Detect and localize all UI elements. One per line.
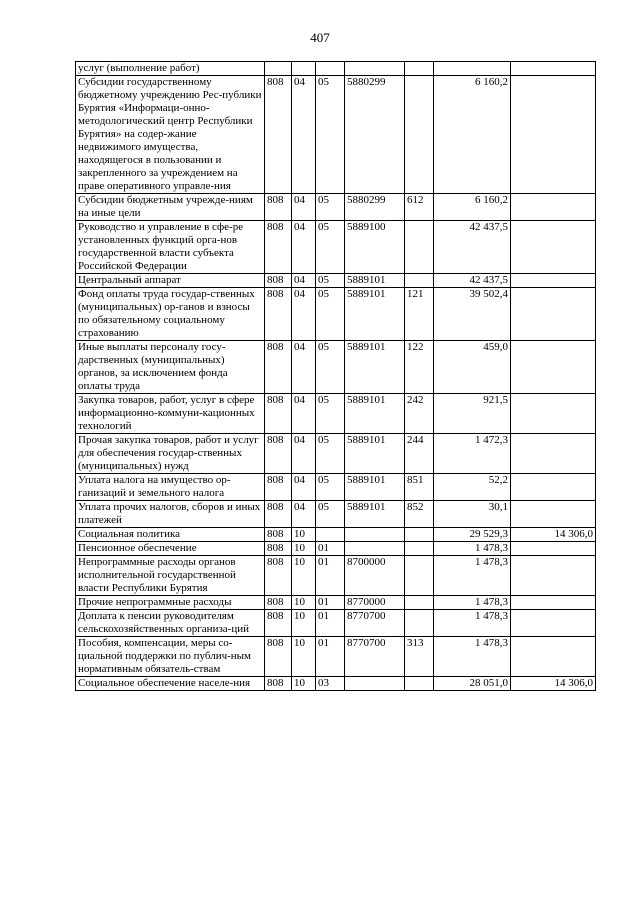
podrazdel-cell: 05 [316,434,345,474]
table-row [76,62,596,76]
razdel-cell: 10 [292,528,316,542]
ved-cell: 808 [265,76,292,194]
table-row [76,394,596,434]
vr-cell: 122 [405,341,434,394]
csr-cell: 5889100 [345,221,405,274]
sum2-cell [511,556,596,596]
sum2-cell: 14 306,0 [511,528,596,542]
ved-cell: 808 [265,221,292,274]
razdel-cell: 04 [292,394,316,434]
sum2-cell [511,596,596,610]
ved-cell: 808 [265,501,292,528]
csr-cell: 5889101 [345,474,405,501]
vr-cell [405,542,434,556]
vr-cell [405,528,434,542]
row-name-cell: Доплата к пенсии руководителям сельскохозяйственных организа-ций [76,610,265,637]
row-name-cell: Центральный аппарат [76,274,265,288]
budget-table [75,61,596,691]
vr-cell [405,610,434,637]
sum-cell: 6 160,2 [434,194,511,221]
row-name-cell: Фонд оплаты труда государ-ственных (муниципальных) ор-ганов и взносы по обязательному социальному страхованию [76,288,265,341]
table-row [76,501,596,528]
podrazdel-cell: 05 [316,76,345,194]
table-row [76,341,596,394]
sum2-cell: 14 306,0 [511,677,596,691]
razdel-cell: 10 [292,596,316,610]
vr-cell [405,62,434,76]
podrazdel-cell: 05 [316,221,345,274]
ved-cell: 808 [265,542,292,556]
sum2-cell [511,394,596,434]
vr-cell: 121 [405,288,434,341]
sum-cell: 52,2 [434,474,511,501]
vr-cell: 242 [405,394,434,434]
table-row [76,194,596,221]
sum2-cell [511,288,596,341]
podrazdel-cell: 05 [316,274,345,288]
row-name-cell: Пособия, компенсации, меры со-циальной поддержки по публич-ным нормативным обязатель-ствам [76,637,265,677]
razdel-cell [292,62,316,76]
table-row [76,76,596,194]
ved-cell: 808 [265,556,292,596]
podrazdel-cell [316,62,345,76]
podrazdel-cell: 01 [316,637,345,677]
sum-cell: 1 478,3 [434,556,511,596]
sum2-cell [511,637,596,677]
sum2-cell [511,474,596,501]
sum-cell: 1 478,3 [434,610,511,637]
row-name-cell: Прочие непрограммные расходы [76,596,265,610]
csr-cell: 5880299 [345,76,405,194]
sum-cell: 1 478,3 [434,596,511,610]
vr-cell [405,221,434,274]
sum-cell: 29 529,3 [434,528,511,542]
ved-cell: 808 [265,194,292,221]
row-name-cell: Закупка товаров, работ, услуг в сфере информационно-коммуни-кационных технологий [76,394,265,434]
vr-cell [405,274,434,288]
csr-cell: 5889101 [345,434,405,474]
row-name-cell: Субсидии государственному бюджетному учреждению Рес-публики Бурятия «Информаци-онно-методологический центр Республики Бурятия» на содер-жание недвижимого имущества, находящегося в пользовании и закрепленного за учреждением на праве оперативного управле-ния [76,76,265,194]
vr-cell [405,596,434,610]
row-name-cell: Уплата прочих налогов, сборов и иных платежей [76,501,265,528]
vr-cell: 244 [405,434,434,474]
vr-cell [405,556,434,596]
razdel-cell: 10 [292,610,316,637]
ved-cell: 808 [265,274,292,288]
sum2-cell [511,501,596,528]
row-name-cell: Социальное обеспечение населе-ния [76,677,265,691]
csr-cell: 5889101 [345,394,405,434]
table-row [76,596,596,610]
table-row [76,288,596,341]
table-row [76,637,596,677]
sum-cell: 39 502,4 [434,288,511,341]
sum-cell: 1 472,3 [434,434,511,474]
table-row [76,434,596,474]
podrazdel-cell: 03 [316,677,345,691]
sum-cell: 1 478,3 [434,637,511,677]
csr-cell: 5880299 [345,194,405,221]
row-name-cell: Прочая закупка товаров, работ и услуг для обеспечения государ-ственных (муниципальных) нужд [76,434,265,474]
ved-cell [265,62,292,76]
razdel-cell: 04 [292,274,316,288]
row-name-cell: Уплата налога на имущество ор-ганизаций и земельного налога [76,474,265,501]
table-row [76,556,596,596]
razdel-cell: 04 [292,501,316,528]
razdel-cell: 04 [292,474,316,501]
sum-cell: 28 051,0 [434,677,511,691]
ved-cell: 808 [265,677,292,691]
table-row [76,274,596,288]
podrazdel-cell: 01 [316,596,345,610]
table-row [76,474,596,501]
table-row [76,677,596,691]
table-row [76,528,596,542]
sum-cell [434,62,511,76]
row-name-cell: Непрограммные расходы органов исполнительной государственной власти Республики Бурятия [76,556,265,596]
row-name-cell: Пенсионное обеспечение [76,542,265,556]
ved-cell: 808 [265,288,292,341]
ved-cell: 808 [265,341,292,394]
csr-cell: 8770700 [345,637,405,677]
csr-cell: 8700000 [345,556,405,596]
vr-cell: 612 [405,194,434,221]
page-number: 407 [310,30,330,45]
vr-cell [405,76,434,194]
sum-cell: 459,0 [434,341,511,394]
csr-cell: 5889101 [345,274,405,288]
razdel-cell: 04 [292,194,316,221]
podrazdel-cell: 01 [316,542,345,556]
csr-cell: 5889101 [345,501,405,528]
csr-cell [345,542,405,556]
razdel-cell: 10 [292,637,316,677]
razdel-cell: 04 [292,76,316,194]
csr-cell [345,62,405,76]
csr-cell [345,677,405,691]
row-name-cell: услуг (выполнение работ) [76,62,265,76]
row-name-cell: Руководство и управление в сфе-ре установленных функций орга-нов государственной власти субъекта Российской Федерации [76,221,265,274]
ved-cell: 808 [265,394,292,434]
sum2-cell [511,341,596,394]
csr-cell: 5889101 [345,288,405,341]
vr-cell: 313 [405,637,434,677]
podrazdel-cell: 05 [316,501,345,528]
ved-cell: 808 [265,610,292,637]
sum-cell: 30,1 [434,501,511,528]
csr-cell: 8770000 [345,596,405,610]
ved-cell: 808 [265,528,292,542]
sum-cell: 42 437,5 [434,274,511,288]
podrazdel-cell: 05 [316,474,345,501]
sum2-cell [511,194,596,221]
podrazdel-cell: 05 [316,194,345,221]
row-name-cell: Иные выплаты персоналу госу-дарственных (муниципальных) органов, за исключением фонда оплаты труда [76,341,265,394]
row-name-cell: Субсидии бюджетным учрежде-ниям на иные цели [76,194,265,221]
ved-cell: 808 [265,434,292,474]
table-row [76,542,596,556]
vr-cell: 851 [405,474,434,501]
table-row [76,221,596,274]
csr-cell: 5889101 [345,341,405,394]
row-name-cell: Социальная политика [76,528,265,542]
podrazdel-cell: 05 [316,288,345,341]
sum-cell: 6 160,2 [434,76,511,194]
razdel-cell: 04 [292,221,316,274]
podrazdel-cell: 05 [316,341,345,394]
razdel-cell: 10 [292,556,316,596]
razdel-cell: 04 [292,341,316,394]
sum2-cell [511,221,596,274]
sum2-cell [511,62,596,76]
razdel-cell: 04 [292,288,316,341]
vr-cell [405,677,434,691]
sum2-cell [511,76,596,194]
podrazdel-cell: 01 [316,556,345,596]
razdel-cell: 04 [292,434,316,474]
ved-cell: 808 [265,637,292,677]
vr-cell: 852 [405,501,434,528]
podrazdel-cell [316,528,345,542]
ved-cell: 808 [265,474,292,501]
sum2-cell [511,274,596,288]
razdel-cell: 10 [292,542,316,556]
podrazdel-cell: 01 [316,610,345,637]
sum-cell: 1 478,3 [434,542,511,556]
sum-cell: 42 437,5 [434,221,511,274]
sum2-cell [511,434,596,474]
ved-cell: 808 [265,596,292,610]
sum2-cell [511,610,596,637]
sum-cell: 921,5 [434,394,511,434]
table-row [76,610,596,637]
podrazdel-cell: 05 [316,394,345,434]
csr-cell [345,528,405,542]
razdel-cell: 10 [292,677,316,691]
csr-cell: 8770700 [345,610,405,637]
sum2-cell [511,542,596,556]
